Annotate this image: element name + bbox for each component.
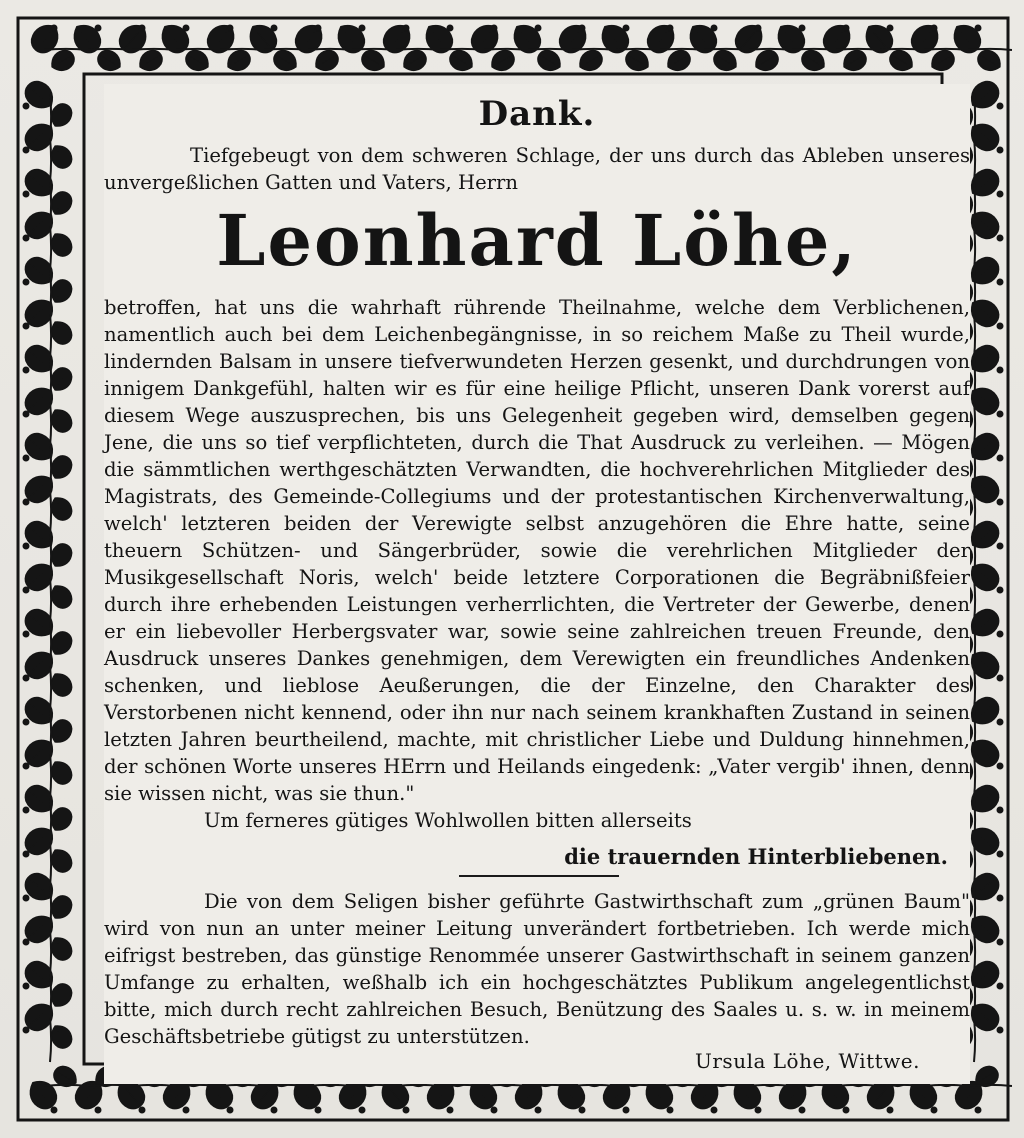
border-berry <box>997 455 1003 461</box>
border-leaf <box>595 19 633 58</box>
border-berry <box>711 25 717 31</box>
border-berry <box>23 1027 29 1033</box>
border-berry <box>51 25 57 31</box>
border-leaf <box>974 46 1005 75</box>
border-leaf <box>311 46 342 75</box>
border-berry <box>931 25 937 31</box>
notice-content <box>104 84 970 1084</box>
border-berry <box>535 25 541 31</box>
border-berry <box>975 1107 981 1113</box>
border-leaf <box>575 46 606 75</box>
border-berry <box>491 25 497 31</box>
border-berry <box>183 25 189 31</box>
border-berry <box>23 807 29 813</box>
border-berry <box>997 763 1003 769</box>
border-berry <box>997 323 1003 329</box>
border-berry <box>23 983 29 989</box>
border-leaf <box>886 46 917 75</box>
border-berry <box>23 103 29 109</box>
border-berry <box>23 147 29 153</box>
border-berry <box>359 25 365 31</box>
border-berry <box>403 1107 409 1113</box>
border-leaf <box>751 46 782 75</box>
border-berry <box>51 1107 57 1113</box>
border-berry <box>799 25 805 31</box>
border-berry <box>23 191 29 197</box>
border-leaf <box>771 19 809 58</box>
border-berry <box>843 25 849 31</box>
border-berry <box>447 1107 453 1113</box>
border-berry <box>887 1107 893 1113</box>
border-leaf <box>859 19 897 58</box>
border-leaf <box>243 19 281 58</box>
closing-line: Um ferneres gütiges Wohlwollen bitten allerseits <box>204 809 692 832</box>
border-berry <box>997 235 1003 241</box>
border-berry <box>623 25 629 31</box>
border-berry <box>997 191 1003 197</box>
border-berry <box>579 25 585 31</box>
border-leaf <box>622 46 653 75</box>
border-berry <box>23 939 29 945</box>
border-berry <box>23 631 29 637</box>
border-leaf <box>798 46 829 75</box>
border-berry <box>997 675 1003 681</box>
border-berry <box>667 1107 673 1113</box>
notice-title: Dank. <box>478 94 596 134</box>
border-berry <box>271 1107 277 1113</box>
border-berry <box>997 895 1003 901</box>
border-berry <box>997 1027 1003 1033</box>
border-berry <box>799 1107 805 1113</box>
border-berry <box>23 455 29 461</box>
border-berry <box>359 1107 365 1113</box>
border-berry <box>997 983 1003 989</box>
signers-line: die trauernden Hinterbliebenen. <box>564 844 948 869</box>
border-berry <box>139 25 145 31</box>
border-berry <box>403 25 409 31</box>
border-berry <box>887 25 893 31</box>
border-berry <box>23 235 29 241</box>
border-berry <box>997 279 1003 285</box>
border-berry <box>271 25 277 31</box>
intro-paragraph: Tiefgebeugt von dem schweren Schlage, der uns durch das Ableben unseres unvergeßlichen Gatten und Vaters, Herrn <box>104 144 970 194</box>
border-berry <box>183 1107 189 1113</box>
border-leaf <box>683 19 721 58</box>
border-leaf <box>135 46 166 75</box>
border-berry <box>997 719 1003 725</box>
border-berry <box>535 1107 541 1113</box>
border-berry <box>139 1107 145 1113</box>
border-berry <box>997 587 1003 593</box>
border-berry <box>23 367 29 373</box>
border-berry <box>23 895 29 901</box>
border-berry <box>997 411 1003 417</box>
border-leaf <box>331 19 369 58</box>
border-berry <box>23 411 29 417</box>
thanks-paragraph: betroffen, hat uns die wahrhaft rührende Theilnahme, welche dem Verblichenen, namentlich auch bei dem Leichenbegängnisse, in so reichem Maße zu Theil wurde, lindernden Balsam in unsere tiefverwundeten Herzen gesenkt, und durchdrungen von innigem Dankgefühl, halten wir es für eine heilige Pflicht, unseren Dank vorerst auf diesem Wege auszusprechen, bis uns Gelegenheit gegeben wird, demselben gegen Jene, die uns so tief verpflichteten, durch die That Ausdruck zu verleihen. — Mögen die sämmtlichen werthgeschätzten Verwandten, die hochverehrlichen Mitglieder des Magistrats, des Gemeinde-Collegiums und der protestantischen Kirchenverwaltung, welch' letzteren beiden der Verewigte selbst anzugehören die Ehre hatte, seine theuern Schützen- und Sängerbrüder, sowie die verehrlichen Mitglieder der Musikgesellschaft Noris, welch' beide letztere Corporationen die Begräbnißfeier durch ihre erhebenden Leistungen verherrlichten, die Vertreter der Gewerbe, denen er ein liebevoller Herbergsvater war, sowie seine zahlreichen treuen Freunde, den Ausdruck unseres Dankes genehmigen, dem Verewigten ein freundliches Andenken schenken, und lieblose Aeußerungen, die der Einzelne, den Charakter des Verstorbenen nicht kennend, oder ihn nur nach seinem krankhaften Zustand in seinen letzten Jahren beurtheilend, machte, mit christlicher Liebe und Duldung hinnehmen, der schönen Worte unseres HErrn und Heilands eingedenk: „Vater vergib' ihnen, denn sie wissen nicht, was sie thun." <box>104 296 970 805</box>
border-berry <box>997 631 1003 637</box>
border-berry <box>23 323 29 329</box>
border-berry <box>997 499 1003 505</box>
border-leaf <box>839 46 870 75</box>
border-berry <box>95 25 101 31</box>
border-berry <box>23 587 29 593</box>
border-berry <box>23 719 29 725</box>
border-berry <box>667 25 673 31</box>
border-berry <box>997 367 1003 373</box>
border-leaf <box>710 46 741 75</box>
border-leaf <box>419 19 457 58</box>
border-leaf <box>947 19 985 58</box>
border-berry <box>997 939 1003 945</box>
border-berry <box>997 807 1003 813</box>
border-leaf <box>507 19 545 58</box>
border-berry <box>997 147 1003 153</box>
border-berry <box>755 1107 761 1113</box>
border-leaf <box>67 19 105 58</box>
border-berry <box>227 25 233 31</box>
border-leaf <box>927 46 958 75</box>
border-berry <box>491 1107 497 1113</box>
border-berry <box>23 543 29 549</box>
business-paragraph: Die von dem Seligen bisher geführte Gastwirthschaft zum „grünen Baum" wird von nun an unter meiner Leitung unverändert fortbetrieben. Ich werde mich eifrigst bestreben, das günstige Renommée unserer Gastwirthschaft in seinem ganzen Umfange zu erhalten, weßhalb ich ein hochgeschätztes Publikum angelegentlichst bitte, mich durch recht zahlreichen Besuch, Benützung des Saales u. s. w. in meinem Geschäftsbetriebe gütigst zu unterstützen. <box>104 890 970 1048</box>
border-leaf <box>399 46 430 75</box>
border-berry <box>997 103 1003 109</box>
deceased-name: Leonhard Löhe, <box>216 199 858 282</box>
border-leaf <box>270 46 301 75</box>
border-berry <box>315 1107 321 1113</box>
border-leaf <box>47 46 78 75</box>
border-berry <box>23 279 29 285</box>
border-leaf <box>663 46 694 75</box>
border-berry <box>975 25 981 31</box>
border-leaf <box>50 1062 81 1091</box>
border-leaf <box>155 19 193 58</box>
border-berry <box>843 1107 849 1113</box>
border-leaf <box>358 46 389 75</box>
border-berry <box>623 1107 629 1113</box>
border-berry <box>997 543 1003 549</box>
border-berry <box>997 851 1003 857</box>
border-leaf <box>534 46 565 75</box>
border-berry <box>711 1107 717 1113</box>
divider-rule <box>459 875 619 877</box>
border-berry <box>755 25 761 31</box>
border-berry <box>227 1107 233 1113</box>
border-leaf <box>487 46 518 75</box>
border-berry <box>447 25 453 31</box>
border-berry <box>23 851 29 857</box>
border-berry <box>23 675 29 681</box>
mourning-notice <box>14 14 1012 1124</box>
border-leaf <box>94 46 125 75</box>
border-leaf <box>182 46 213 75</box>
border-berry <box>931 1107 937 1113</box>
border-berry <box>23 763 29 769</box>
border-berry <box>23 499 29 505</box>
border-berry <box>315 25 321 31</box>
widow-signature: Ursula Löhe, Wittwe. <box>695 1049 920 1073</box>
border-leaf <box>223 46 254 75</box>
border-berry <box>579 1107 585 1113</box>
border-leaf <box>446 46 477 75</box>
border-berry <box>95 1107 101 1113</box>
